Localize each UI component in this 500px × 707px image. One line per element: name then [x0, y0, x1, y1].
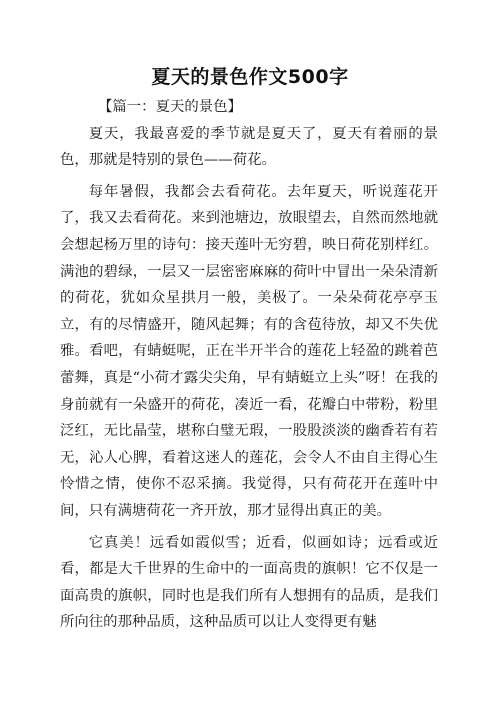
section-heading: 【篇一：夏天的景色】 [98, 99, 242, 115]
document-title: 夏天的景色作文500字 [151, 66, 349, 88]
document-body [60, 94, 438, 636]
paragraph-2: 每年暑假，我都会去看荷花。去年夏天，听说莲花开了，我又去看荷花。来到池塘边，放眼望去，自然而然地就会想起杨万里的诗句：接天莲叶无穷碧，映日荷花别样红。满池的碧绿，一层又一层密密麻麻的荷叶中冒出一朵朵清新的荷花，犹如众星拱月一般，美极了。一朵朵荷花亭亭玉立，有的尽情盛开，随风起舞；有的含苞待放，却又不失优雅。看吧，有蜻蜓呢，正在半开半合的莲花上轻盈的跳着芭蕾舞，真是“小荷才露尖尖角，早有蜻蜓立上头”呀！在我的身前就有一朵盛开的荷花，凑近一看，花瓣白中带粉，粉里泛红，无比晶莹，堪称白璧无瑕，一股股淡淡的幽香若有若无，沁人心脾，看着这迷人的莲花，会令人不由自主得心生怜惜之情，使你不忍采摘。我觉得，只有荷花开在莲叶中间，只有满塘荷花一齐开放，那才显得出真正的美。 [60, 183, 438, 519]
paragraph-1: 夏天，我最喜爱的季节就是夏天了，夏天有着丽的景色，那就是特别的景色——荷花。 [60, 125, 438, 169]
paragraph-3: 它真美！远看如霞似雪；近看，似画如诗；远看或近看，都是大千世界的生命中的一面高贵的旗帜！它不仅是一面高贵的旗帜，同时也是我们所有人想拥有的品质，是我们所向往的那种品质，这种品质可以让人变得更有魅 [60, 534, 438, 631]
